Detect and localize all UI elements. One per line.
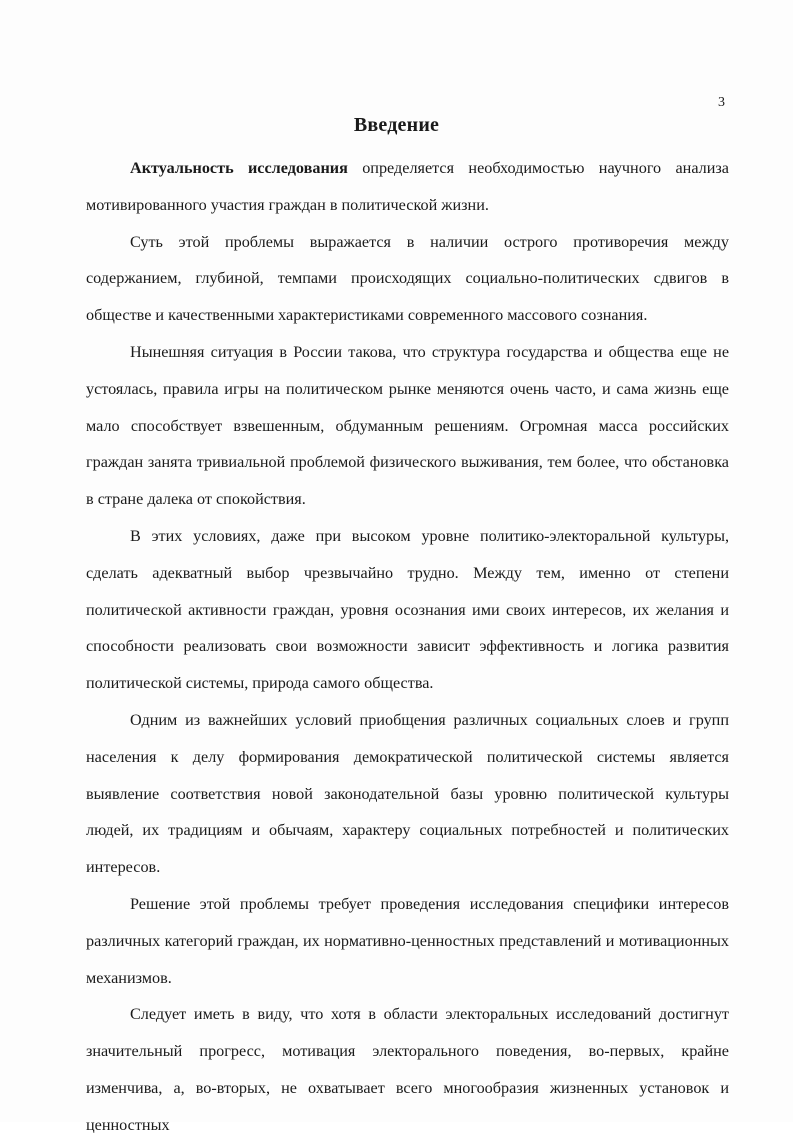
paragraph-3 xyxy=(86,334,729,518)
page-number: 3 xyxy=(718,95,725,110)
paragraph-5 xyxy=(86,702,729,886)
paragraph-text: Решение этой проблемы требует проведения исследования специфики интересов различных категорий граждан, их нормативно-ценностных представлений и мотивационных механизмов. xyxy=(86,894,729,987)
paragraph-lead: Актуальность исследования xyxy=(130,159,348,177)
paragraph-2 xyxy=(86,224,729,334)
paragraph-7 xyxy=(86,996,729,1143)
paragraph-6 xyxy=(86,886,729,996)
paragraph-text: Нынешняя ситуация в России такова, что структура государства и общества еще не устоялась, правила игры на политическом рынке меняются очень часто, и сама жизнь еще мало способствует взвешенным, обдуманным решениям. Огромная масса российских граждан занята тривиальной проблемой физического выживания, тем более, что обстановка в стране далека от спокойствия. xyxy=(86,342,729,509)
paragraph-text: Одним из важнейших условий приобщения различных социальных слоев и групп населения к делу формирования демократической политической системы является выявление соответствия новой законодательной базы уровню политической культуры людей, их традициям и обычаям, характеру социальных потребностей и политических интересов. xyxy=(86,710,729,877)
paragraph-text: Суть этой проблемы выражается в наличии острого противоречия между содержанием, глубиной, темпами происходящих социально-политических сдвигов в обществе и качественными характеристиками современного массового сознания. xyxy=(86,232,729,325)
paragraph-text: определяется необходимостью научного анализа мотивированного участия граждан в политической жизни. xyxy=(86,159,729,214)
body-text xyxy=(86,150,729,1144)
paragraph-4 xyxy=(86,518,729,702)
paragraph-text: Следует иметь в виду, что хотя в области электоральных исследований достигнут значительный прогресс, мотивация электорального поведения, во-первых, крайне изменчива, а, во-вторых, не охватывает всего многообразия жизненных установок и ценностных xyxy=(86,1005,729,1134)
paragraph-1 xyxy=(86,150,729,224)
paragraph-text: В этих условиях, даже при высоком уровне политико-электоральной культуры, сделать адекватный выбор чрезвычайно трудно. Между тем, именно от степени политической активности граждан, уровня осознания ими своих интересов, их желания и способности реализовать свои возможности зависит эффективность и логика развития политической системы, природа самого общества. xyxy=(86,526,729,693)
page-title: Введение xyxy=(353,114,440,136)
